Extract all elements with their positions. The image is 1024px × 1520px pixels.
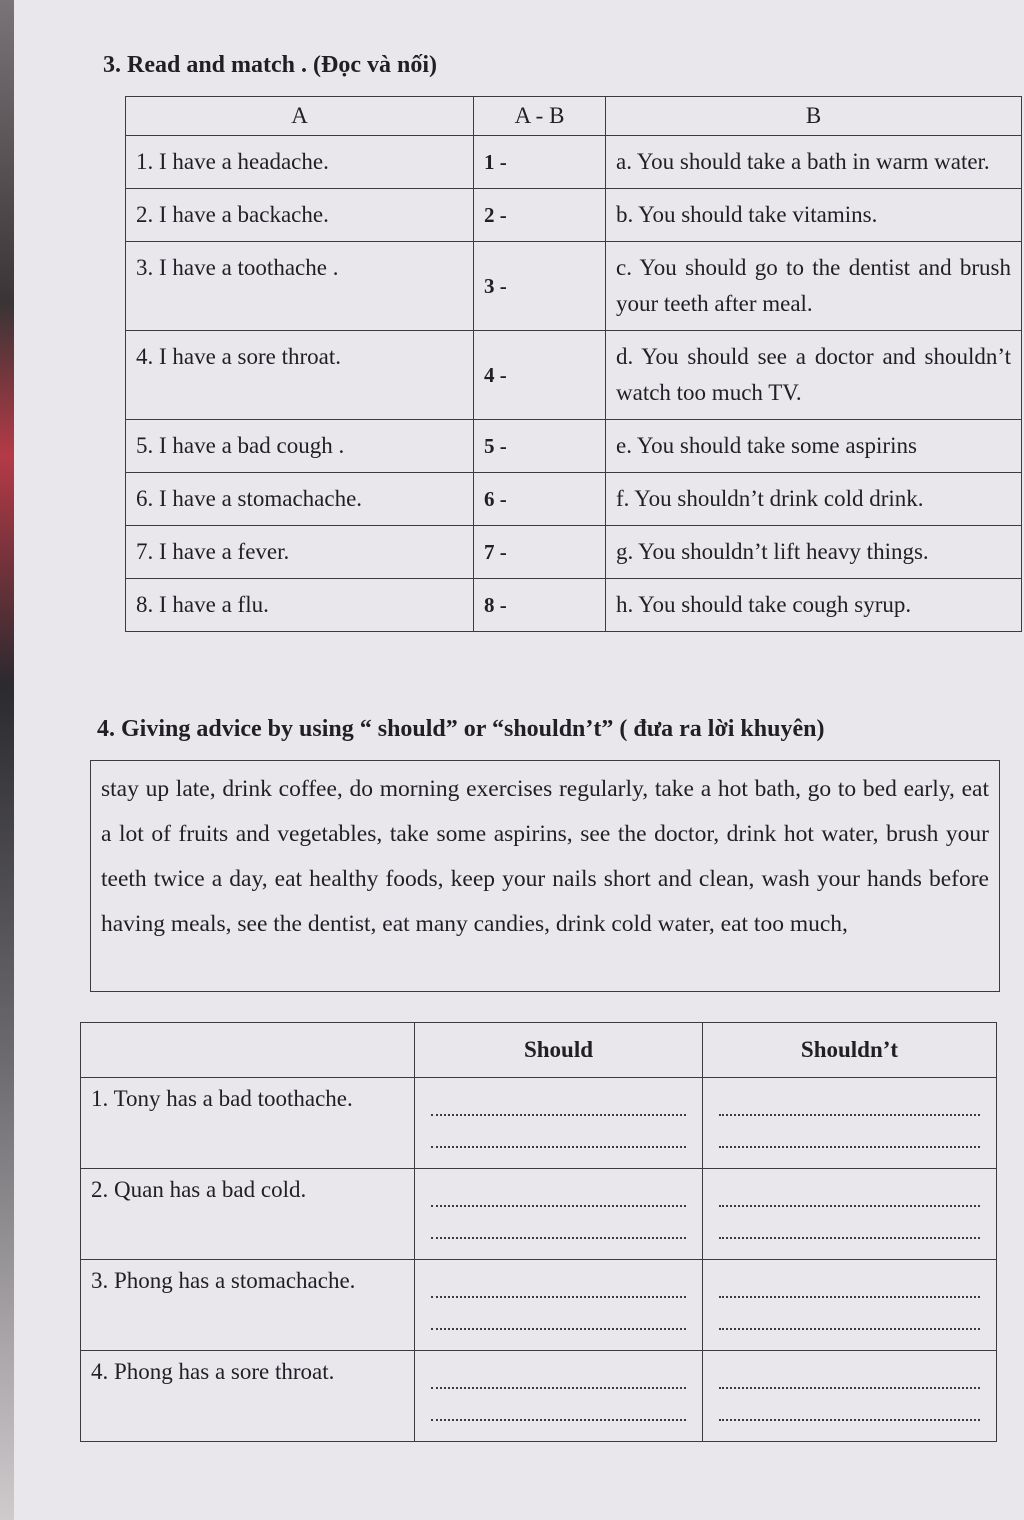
table-row bbox=[126, 473, 1022, 526]
should-answer-cell[interactable] bbox=[415, 1169, 703, 1260]
problem-cell: 6. I have a stomachache. bbox=[126, 473, 474, 526]
table-row bbox=[126, 579, 1022, 632]
table-row bbox=[126, 331, 1022, 420]
advice-table-header bbox=[81, 1023, 997, 1078]
problem-cell: 8. I have a flu. bbox=[126, 579, 474, 632]
answer-line[interactable] bbox=[431, 1363, 686, 1389]
advice-cell: f. You shouldn’t drink cold drink. bbox=[606, 473, 1022, 526]
answer-line[interactable] bbox=[719, 1395, 980, 1421]
table-row bbox=[81, 1078, 997, 1169]
exercise-3-heading: 3. Read and match . (Đọc và nối) bbox=[103, 52, 437, 78]
table-row bbox=[126, 420, 1022, 473]
advice-cell: e. You should take some aspirins bbox=[606, 420, 1022, 473]
answer-line[interactable] bbox=[431, 1395, 686, 1421]
table-row bbox=[81, 1260, 997, 1351]
advice-cell: b. You should take vitamins. bbox=[606, 189, 1022, 242]
shouldnt-answer-cell[interactable] bbox=[703, 1351, 997, 1442]
table-row bbox=[126, 242, 1022, 331]
answer-line[interactable] bbox=[431, 1090, 686, 1116]
word-bank-box: stay up late, drink coffee, do morning exercises regularly, take a hot bath, go to bed early, eat a lot of fruits and vegetables, take some aspirins, see the doctor, drink hot water, brush your teeth twice a day, eat healthy foods, keep your nails short and clean, wash your hands before having meals, see the dentist, eat many candies, drink cold water, eat too much, bbox=[90, 760, 1000, 992]
should-header: Should bbox=[415, 1023, 703, 1078]
table-row bbox=[126, 526, 1022, 579]
answer-line[interactable] bbox=[719, 1304, 980, 1330]
situation-cell: 4. Phong has a sore throat. bbox=[81, 1351, 415, 1442]
problem-cell: 1. I have a headache. bbox=[126, 136, 474, 189]
answer-cell[interactable]: 7 - bbox=[474, 526, 606, 579]
answer-cell[interactable]: 5 - bbox=[474, 420, 606, 473]
advice-cell: g. You shouldn’t lift heavy things. bbox=[606, 526, 1022, 579]
problem-cell: 2. I have a backache. bbox=[126, 189, 474, 242]
problem-cell: 4. I have a sore throat. bbox=[126, 331, 474, 420]
answer-cell[interactable]: 4 - bbox=[474, 331, 606, 420]
answer-line[interactable] bbox=[719, 1213, 980, 1239]
answer-cell[interactable]: 1 - bbox=[474, 136, 606, 189]
shouldnt-answer-cell[interactable] bbox=[703, 1169, 997, 1260]
exercise-4-heading: 4. Giving advice by using “ should” or “shouldn’t” ( đưa ra lời khuyên) bbox=[97, 716, 825, 742]
problem-cell: 7. I have a fever. bbox=[126, 526, 474, 579]
answer-line[interactable] bbox=[431, 1181, 686, 1207]
situation-cell: 1. Tony has a bad toothache. bbox=[81, 1078, 415, 1169]
advice-cell: d. You should see a doctor and shouldn’t watch too much TV. bbox=[606, 331, 1022, 420]
shouldnt-header: Shouldn’t bbox=[703, 1023, 997, 1078]
column-ab-header: A - B bbox=[474, 97, 606, 136]
advice-cell: a. You should take a bath in warm water. bbox=[606, 136, 1022, 189]
answer-cell[interactable]: 8 - bbox=[474, 579, 606, 632]
answer-line[interactable] bbox=[431, 1304, 686, 1330]
column-b-header: B bbox=[606, 97, 1022, 136]
answer-line[interactable] bbox=[719, 1090, 980, 1116]
answer-cell[interactable]: 2 - bbox=[474, 189, 606, 242]
should-answer-cell[interactable] bbox=[415, 1260, 703, 1351]
table-row bbox=[126, 189, 1022, 242]
shouldnt-answer-cell[interactable] bbox=[703, 1260, 997, 1351]
answer-line[interactable] bbox=[431, 1213, 686, 1239]
advice-cell: c. You should go to the dentist and brush your teeth after meal. bbox=[606, 242, 1022, 331]
table-row bbox=[81, 1351, 997, 1442]
answer-line[interactable] bbox=[719, 1181, 980, 1207]
column-a-header: A bbox=[126, 97, 474, 136]
problem-cell: 3. I have a toothache . bbox=[126, 242, 474, 331]
shouldnt-answer-cell[interactable] bbox=[703, 1078, 997, 1169]
answer-line[interactable] bbox=[719, 1122, 980, 1148]
should-answer-cell[interactable] bbox=[415, 1078, 703, 1169]
table-row bbox=[126, 136, 1022, 189]
situation-cell: 2. Quan has a bad cold. bbox=[81, 1169, 415, 1260]
advice-cell: h. You should take cough syrup. bbox=[606, 579, 1022, 632]
match-table-header bbox=[126, 97, 1022, 136]
table-row bbox=[81, 1169, 997, 1260]
answer-cell[interactable]: 3 - bbox=[474, 242, 606, 331]
match-table bbox=[125, 96, 1022, 632]
situation-cell: 3. Phong has a stomachache. bbox=[81, 1260, 415, 1351]
situation-header bbox=[81, 1023, 415, 1078]
problem-cell: 5. I have a bad cough . bbox=[126, 420, 474, 473]
answer-line[interactable] bbox=[719, 1272, 980, 1298]
answer-line[interactable] bbox=[431, 1122, 686, 1148]
answer-line[interactable] bbox=[719, 1363, 980, 1389]
should-answer-cell[interactable] bbox=[415, 1351, 703, 1442]
answer-cell[interactable]: 6 - bbox=[474, 473, 606, 526]
answer-line[interactable] bbox=[431, 1272, 686, 1298]
advice-table bbox=[80, 1022, 997, 1442]
